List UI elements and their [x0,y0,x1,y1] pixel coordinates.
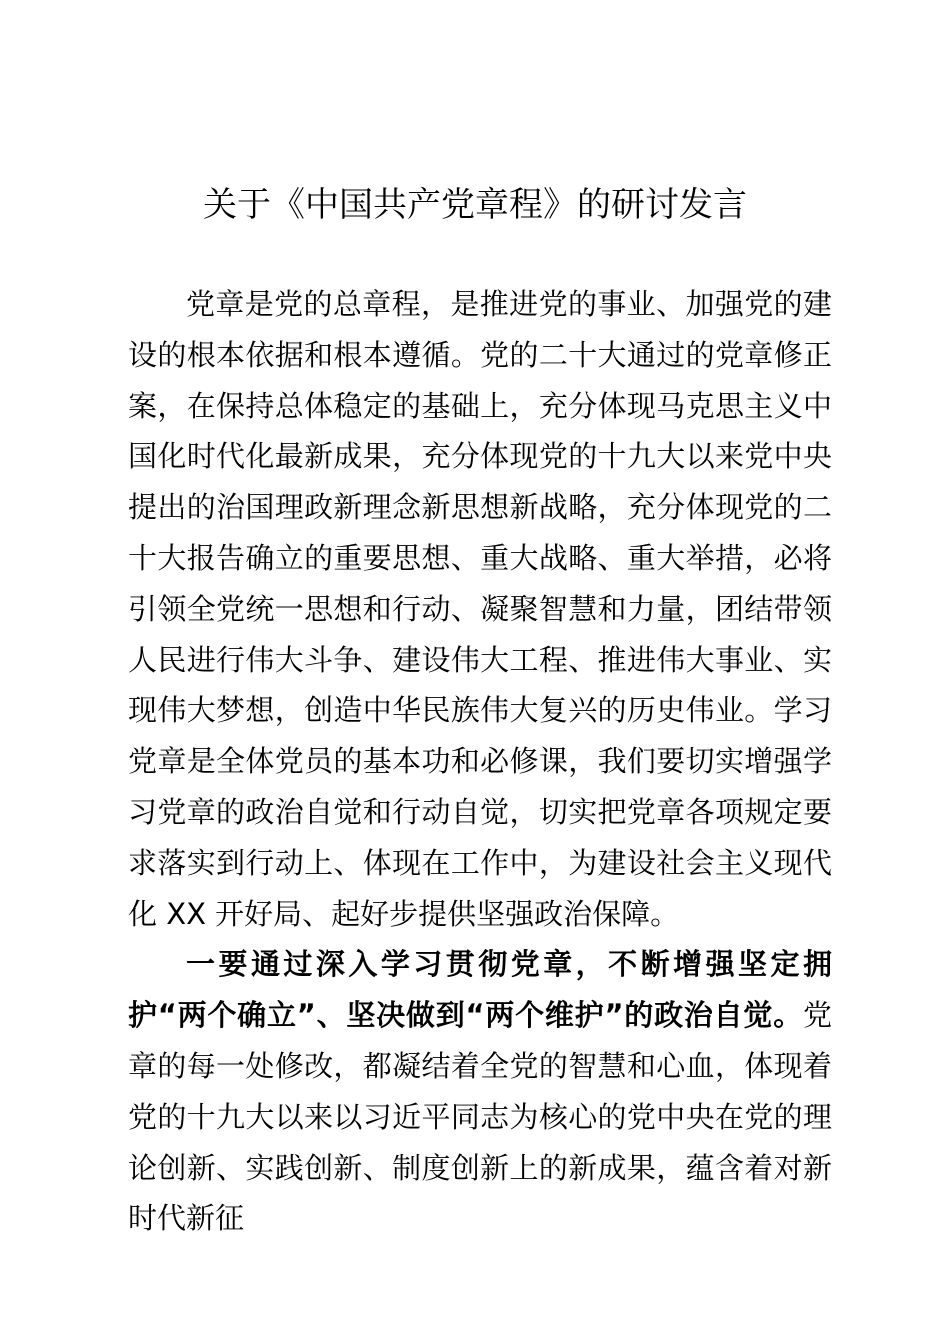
paragraph-point-one [128,939,832,1244]
paragraph-point-one-lead: 一要通过深入学习贯彻党章，不断增强坚定拥护“两个确立”、坚决做到“两个维护”的政治自觉。 [128,947,832,1033]
paragraph-point-one-text: 党章的每一处修改，都凝结着全党的智慧和心血，体现着党的十九大以来以习近平同志为核心的党中央在党的理论创新、实践创新、制度创新上的新成果，蕴含着对新时代新征 [128,998,832,1236]
document-title: 关于《中国共产党章程》的研讨发言 [203,185,747,225]
paragraph-intro-text: 党章是党的总章程，是推进党的事业、加强党的建设的根本依据和根本遵循。党的二十大通过的党章修正案，在保持总体稳定的基础上，充分体现马克思主义中国化时代化最新成果，充分体现党的十九大以来党中央提出的治国理政新理念新思想新战略，充分体现党的二十大报告确立的重要思想、重大战略、重大举措，必将引领全党统一思想和行动、凝聚智慧和力量，团结带领人民进行伟大斗争、建设伟大工程、推进伟大事业、实现伟大梦想，创造中华民族伟大复兴的历史伟业。学习党章是全体党员的基本功和必修课，我们要切实增强学习党章的政治自觉和行动自觉，切实把党章各项规定要求落实到行动上、体现在工作中，为建设社会主义现代化 XX 开好局、起好步提供坚强政治保障。 [128,287,832,931]
paragraph-intro [128,279,832,939]
document-body [128,279,832,1244]
